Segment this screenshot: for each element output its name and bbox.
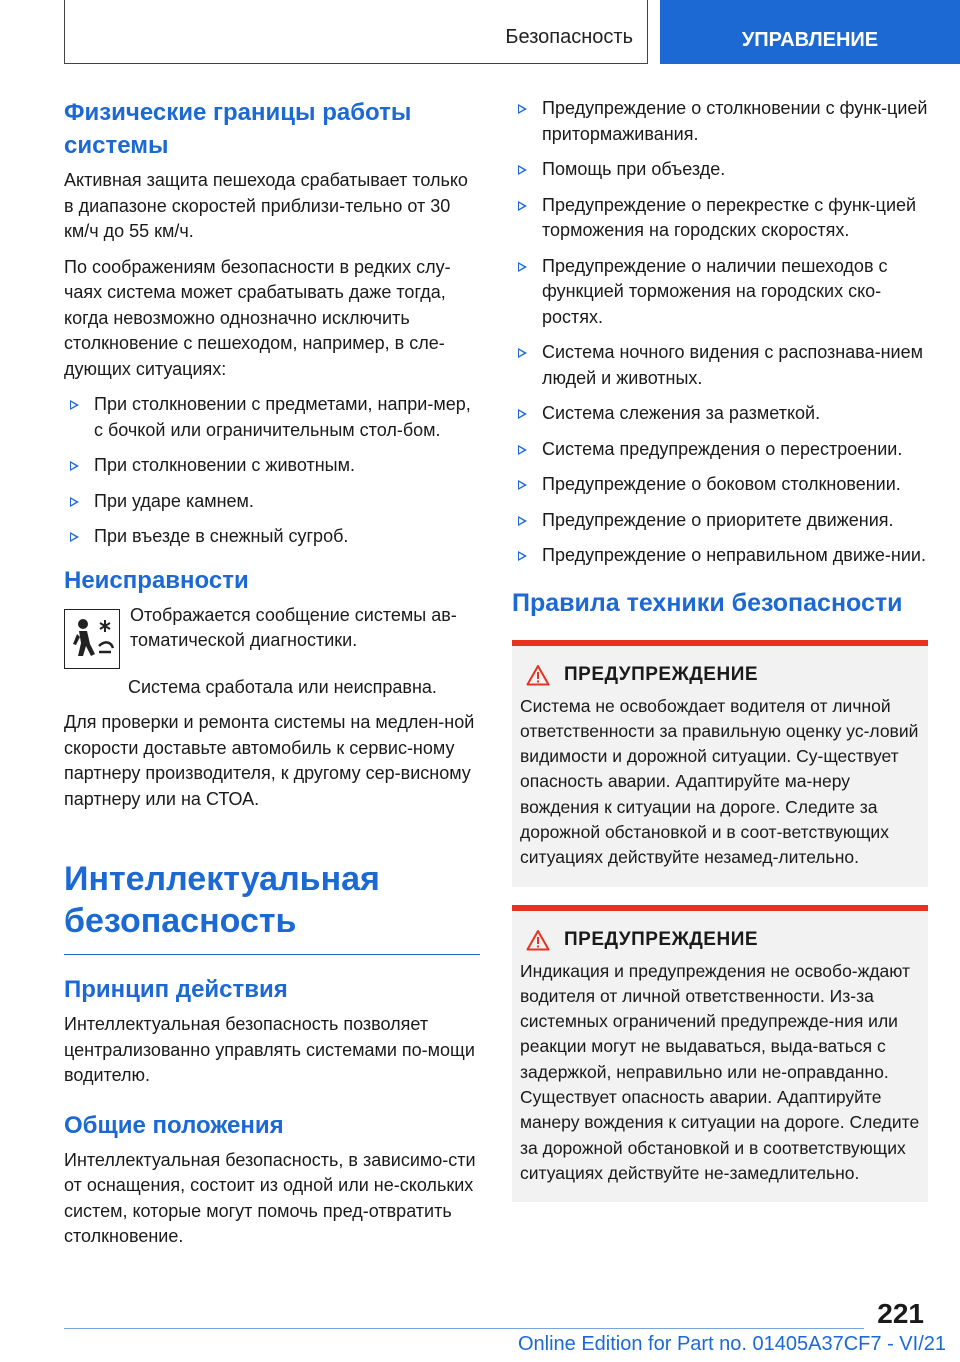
list-item: Система слежения за разметкой. [512, 401, 928, 427]
physical-limits-title: Физические границы работы системы [64, 99, 412, 159]
systems-list [512, 96, 928, 569]
triangle-bullet-icon [70, 532, 79, 542]
list-item: Предупреждение о столкновении с функ-цией притормаживания. [512, 96, 928, 147]
triangle-bullet-icon [518, 201, 527, 211]
fault-message-text: Отображается сообщение системы ав-томатической диагностики. [130, 604, 457, 650]
list-item: Предупреждение о неправильном движе-нии. [512, 543, 928, 569]
warning-triangle-icon [526, 664, 550, 686]
warning-box [512, 640, 928, 887]
list-item: Предупреждение о боковом столкновении. [512, 472, 928, 498]
list-item: При столкновении с животным. [64, 453, 480, 479]
triangle-bullet-icon [518, 480, 527, 490]
triangle-bullet-icon [518, 516, 527, 526]
faults-paragraph: Для проверки и ремонта системы на медлен-ной скорости доставьте автомобиль к сервис-ному партнеру производителя, к другому сер-висному партнеру или на СТОА. [64, 712, 475, 809]
limits-list [64, 392, 480, 550]
fault-indicator-row [64, 603, 480, 669]
list-item: При столкновении с предметами, напри-мер, с бочкой или ограничительным стол-бом. [64, 392, 480, 443]
list-item: Система предупреждения о перестроении. [512, 437, 928, 463]
warning-text: Система не освобождает водителя от личной ответственности за правильную оценку ус-ловий видимости и дорожной ситуации. Су-ществует опасность аварии. Адаптируйте ма-неру вождения к ситуации на дороге. Следите за дорожной обстановкой и в соот-ветствующих ситуациях действуйте незамед-лительно. [520, 695, 919, 868]
list-item: При ударе камнем. [64, 489, 480, 515]
list-item: Предупреждение о перекрестке с функ-цией торможения на городских скоростях. [512, 193, 928, 244]
header-section-title: Безопасность [505, 26, 633, 48]
warning-title: ПРЕДУПРЕЖДЕНИЕ [564, 663, 759, 685]
list-item: Предупреждение о наличии пешеходов с функцией торможения на городских ско-ростях. [512, 254, 928, 331]
list-item: Система ночного видения с распознава-нием людей и животных. [512, 340, 928, 391]
warning-box [512, 905, 928, 1203]
warning-title: ПРЕДУПРЕЖДЕНИЕ [564, 928, 759, 950]
triangle-bullet-icon [518, 104, 527, 114]
right-column [512, 96, 928, 1220]
triangle-bullet-icon [70, 497, 79, 507]
page-number: 221 [877, 1298, 924, 1329]
triangle-bullet-icon [518, 262, 527, 272]
physical-limits-p1: Активная защита пешехода срабатывает только в диапазоне скоростей приблизи-тельно от 30 км/ч до 55 км/ч. [64, 170, 468, 241]
section-divider [64, 954, 480, 955]
header-chapter-tab[interactable]: УПРАВЛЕНИЕ [660, 0, 960, 64]
physical-limits-p2: По соображениям безопасности в редких слу-чаях система может срабатывать даже тогда, когда невозможно однозначно исключить столкновение с пешеходом, например, в сле-дующих ситуациях: [64, 256, 451, 379]
triangle-bullet-icon [70, 461, 79, 471]
faults-title: Неисправности [64, 566, 249, 594]
list-item: Помощь при объезде. [512, 157, 928, 183]
list-item: При въезде в снежный сугроб. [64, 524, 480, 550]
principle-paragraph: Интеллектуальная безопасность позволяет централизованно управлять системами по-мощи водителю. [64, 1014, 475, 1085]
triangle-bullet-icon [518, 445, 527, 455]
warning-text: Индикация и предупреждения не освобо-ждают водителя от личной ответственности. Из-за системных ограничений предупрежде-ния или реакции могут не выдаваться, выда-ваться с задержкой, неправильно или не-оправданно. Существует опасность аварии. Адаптируйте манеру вождения к ситуации на дороге. Следите за дорожной обстановкой и в соответствующих ситуациях действуйте не-замедлительно. [520, 960, 920, 1183]
general-paragraph: Интеллектуальная безопасность, в зависимо-сти от оснащения, состоит из одной или не-скольких систем, которые могут помочь пред-отвратить столкновение. [64, 1149, 476, 1246]
triangle-bullet-icon [518, 409, 527, 419]
header-section-box [64, 0, 648, 64]
triangle-bullet-icon [518, 165, 527, 175]
left-column [64, 96, 480, 1260]
warning-triangle-icon [526, 929, 550, 951]
warning-header [526, 929, 920, 951]
general-title: Общие положения [64, 1111, 284, 1139]
list-item: Предупреждение о приоритете движения. [512, 508, 928, 534]
safety-rules-title: Правила техники безопасности [512, 588, 903, 617]
intelligent-safety-title: Интеллектуальная безопасность [64, 860, 380, 940]
fault-status-text: Система сработала или неисправна. [128, 676, 437, 697]
triangle-bullet-icon [518, 551, 527, 561]
warning-header [526, 664, 920, 686]
principle-title: Принцип действия [64, 976, 288, 1003]
pedestrian-warning-icon [64, 609, 120, 669]
footer-divider [64, 1328, 864, 1329]
triangle-bullet-icon [518, 348, 527, 358]
footer-edition[interactable]: Online Edition for Part no. 01405A37CF7 - VI/21 [517, 1333, 946, 1355]
triangle-bullet-icon [70, 400, 79, 410]
